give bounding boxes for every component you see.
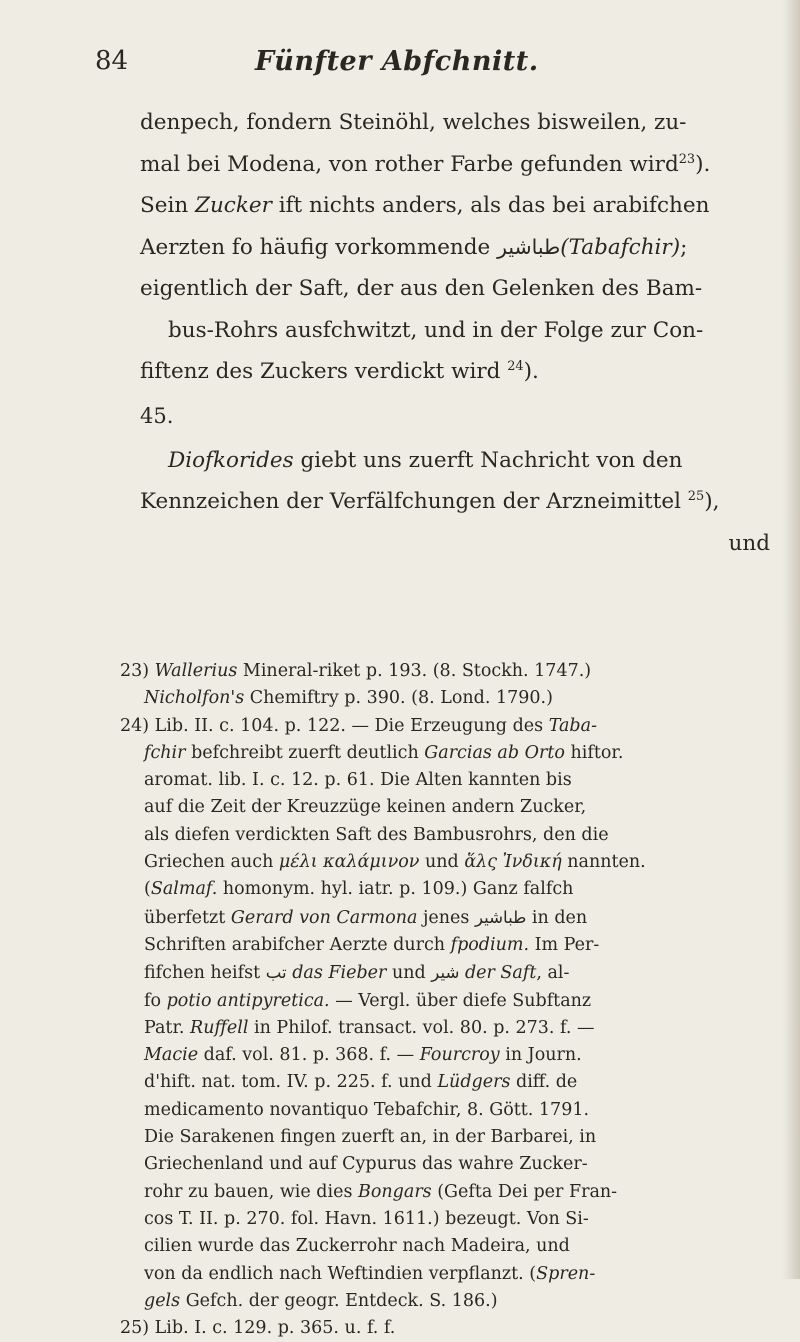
text-run: cos T. II. p. 270. fol. Havn. 1611.) bezeugt. Von Si-	[144, 1208, 589, 1229]
footnotes	[120, 658, 770, 1342]
text-run: Sein	[140, 193, 196, 218]
text-run: Schriften arabifcher Aerzte durch	[144, 934, 451, 955]
footnote-25	[120, 1315, 770, 1342]
italic-term: Zucker	[195, 193, 272, 218]
italic-term: Taba-	[548, 715, 597, 736]
text-run: jenes	[417, 907, 475, 928]
text-run: 23)	[120, 661, 155, 681]
text-line	[120, 1315, 770, 1342]
italic-term: Diofkorides	[168, 447, 294, 473]
text-run: ift nichts anders, als das bei arabifchen	[271, 193, 710, 218]
text-line	[120, 1151, 770, 1178]
page-number: 84	[95, 46, 129, 76]
italic-term: Lüdgers	[437, 1072, 511, 1093]
page-header	[95, 46, 715, 86]
footnote-24	[120, 713, 770, 1316]
italic-term: Gerard von Carmona	[230, 907, 418, 928]
text-run: in Journ.	[499, 1045, 582, 1066]
text-line	[120, 1124, 770, 1151]
text-line	[120, 876, 770, 903]
text-run: befchreibt zuerft deutlich	[185, 742, 425, 763]
text-run: medicamento novantiquo Tebafchir, 8. Gött. 1791.	[144, 1099, 590, 1120]
text-line	[140, 227, 770, 269]
text-line	[120, 959, 770, 987]
main-text	[140, 102, 770, 564]
text-run: hiftor.	[564, 742, 624, 763]
italic-term: (Tabafchir)	[560, 234, 681, 260]
italic-term: gels	[144, 1290, 181, 1311]
text-line	[120, 1015, 770, 1042]
greek-word: ἅλς Ἰνδική	[464, 852, 562, 873]
italic-term: potio antipyretica.	[166, 990, 330, 1011]
text-line	[140, 185, 770, 227]
text-line	[140, 310, 770, 352]
text-run: diff. de	[510, 1072, 578, 1093]
text-run: nannten.	[561, 852, 646, 873]
text-run: Gefch. der geogr. Entdeck. S. 186.)	[180, 1290, 498, 1311]
paragraph-1	[140, 102, 770, 393]
text-run: Aerzten fo häufig vorkommende	[140, 234, 498, 260]
text-line	[120, 1069, 770, 1096]
italic-term: fchir	[144, 742, 186, 763]
text-run: Griechenland und auf Cypurus das wahre Zucker-	[144, 1154, 588, 1175]
text-line	[120, 1042, 770, 1069]
arabic-word: تب	[265, 963, 287, 983]
text-run: 24) Lib. II. c. 104. p. 122. — Die Erzeugung des	[120, 715, 549, 736]
text-run: Im Per-	[529, 934, 600, 955]
text-line	[120, 904, 770, 932]
text-run: eigentlich der Saft, der aus den Gelenken des Bam-	[140, 276, 703, 301]
text-run: in Philof. transact. vol. 80. p. 273. f. —	[248, 1017, 595, 1038]
section-number: 45.	[140, 403, 174, 428]
text-run: ).	[523, 359, 539, 384]
text-run: von da endlich nach Weftindien verpflanzt. (	[144, 1263, 537, 1284]
text-run: (	[144, 879, 151, 900]
text-run: Die Sarakenen fingen zuerft an, in der Barbarei, in	[144, 1127, 597, 1148]
text-line	[120, 1288, 770, 1315]
text-run: fiftenz des Zuckers verdickt wird	[140, 359, 508, 384]
text-line	[120, 822, 770, 849]
italic-term: Spren-	[536, 1263, 596, 1284]
text-run: giebt uns zuerft Nachricht von den	[293, 447, 683, 473]
text-run: mal bei Modena, von rother Farbe gefunden wird	[140, 151, 679, 177]
text-line	[120, 1233, 770, 1260]
text-run: als diefen verdickten Saft des Bambusrohrs, den die	[144, 824, 609, 845]
italic-term: fpodium.	[450, 934, 530, 955]
text-run: Griechen auch	[144, 852, 279, 873]
text-line	[140, 440, 770, 482]
italic-term: Ruffell	[190, 1017, 249, 1038]
text-run: homonym. hyl. iatr. p. 109.) Ganz falfch	[217, 879, 574, 900]
italic-term: Macie	[144, 1045, 199, 1066]
text-line	[120, 767, 770, 794]
text-line	[140, 351, 770, 393]
footnote-23	[120, 658, 770, 713]
text-run: Kennzeichen der Verfälfchungen der Arzneimittel	[140, 489, 688, 514]
text-line	[120, 658, 770, 685]
italic-term: der Saft	[459, 963, 537, 984]
text-run: aromat. lib. I. c. 12. p. 61. Die Alten kannten bis	[144, 770, 572, 791]
footnote-ref-25: 25	[687, 488, 705, 504]
text-line	[120, 1206, 770, 1233]
text-run: und	[386, 963, 432, 984]
text-line	[120, 794, 770, 821]
text-run: bus-Rohrs ausfchwitzt, und in der Folge zur Con-	[168, 317, 704, 343]
italic-term: Fourcroy	[419, 1045, 500, 1066]
text-line	[120, 740, 770, 767]
footnote-ref-24: 24	[507, 358, 524, 374]
arabic-word: طباشير	[497, 234, 561, 259]
text-line	[140, 144, 770, 186]
italic-term: Bongars	[358, 1181, 432, 1202]
text-line	[140, 481, 770, 523]
text-line	[140, 268, 770, 310]
italic-term: Wallerius	[154, 661, 238, 681]
text-line	[140, 102, 770, 144]
text-run: auf die Zeit der Kreuzzüge keinen andern Zucker,	[144, 797, 587, 818]
text-line	[120, 1261, 770, 1288]
arabic-word: طباشير	[474, 907, 527, 927]
text-run: , al-	[536, 963, 570, 984]
italic-term: Garcias ab Orto	[424, 742, 565, 763]
text-run: und	[728, 530, 770, 556]
text-line	[140, 523, 770, 565]
text-run: (Gefta Dei per Fran-	[431, 1181, 618, 1202]
text-line	[120, 685, 770, 712]
paragraph-2	[140, 440, 770, 565]
text-run: Mineral-riket p. 193. (8. Stockh. 1747.)	[237, 661, 592, 681]
text-run: ),	[704, 489, 720, 514]
text-run: cilien wurde das Zuckerrohr nach Madeira, und	[144, 1236, 570, 1257]
text-run: — Vergl. über diefe Subftanz	[329, 990, 592, 1011]
italic-term: Salmaf.	[150, 879, 218, 900]
text-run: und	[419, 852, 465, 873]
text-run: Patr.	[144, 1017, 191, 1038]
text-line	[120, 713, 770, 740]
text-line	[120, 988, 770, 1015]
text-run: überfetzt	[144, 907, 231, 928]
italic-term: das Fieber	[286, 963, 387, 984]
text-run: daf. vol. 81. p. 368. f. —	[198, 1045, 420, 1066]
text-run: 25) Lib. I. c. 129. p. 365. u. f. f.	[120, 1318, 396, 1339]
footnote-ref-23: 23	[678, 151, 696, 167]
text-run: fo	[144, 990, 167, 1011]
arabic-word: شير	[431, 963, 460, 983]
text-run: ;	[680, 234, 688, 260]
italic-term: Nicholfon's	[144, 688, 245, 709]
text-line	[120, 932, 770, 959]
greek-word: μέλι καλάμινον	[278, 852, 420, 873]
text-run: Chemiftry p. 390. (8. Lond. 1790.)	[244, 688, 553, 709]
text-run: denpech, fondern Steinöhl, welches bisweilen, zu-	[140, 110, 687, 135]
text-line	[120, 1179, 770, 1206]
page-edge-shadow	[782, 0, 800, 1279]
text-run: rohr zu bauen, wie dies	[144, 1181, 359, 1202]
text-run: fifchen heifst	[144, 963, 266, 984]
text-run: d'hift. nat. tom. IV. p. 225. f. und	[144, 1072, 438, 1093]
text-line	[120, 1097, 770, 1124]
running-title: Fünfter Abfchnitt.	[255, 46, 539, 77]
text-run: in den	[526, 907, 588, 928]
text-line	[120, 849, 770, 876]
text-run: ).	[695, 151, 711, 177]
